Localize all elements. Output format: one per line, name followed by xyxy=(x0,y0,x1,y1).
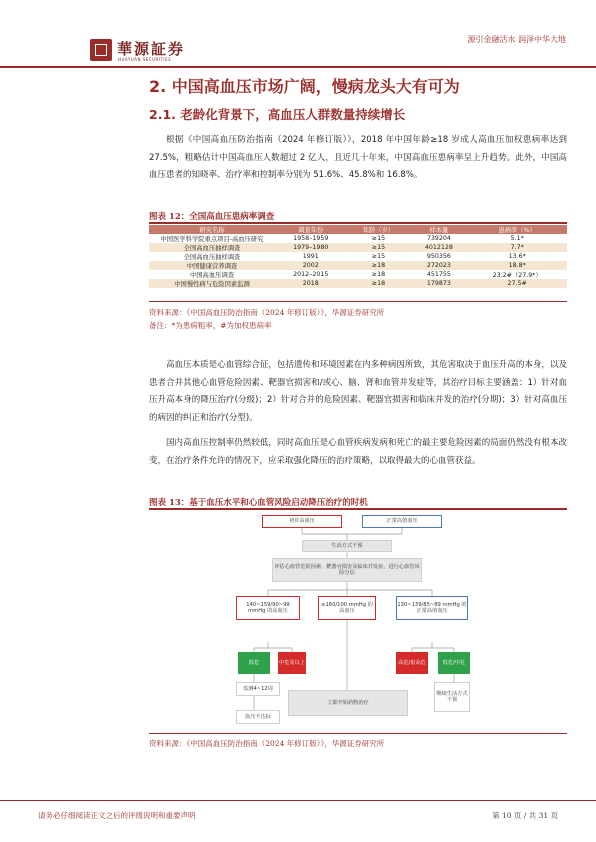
table-cell: 2012–2015 xyxy=(293,271,329,278)
footer-disclaimer: 请务必仔细阅读正文之后的评级说明和重要声明 xyxy=(38,811,196,820)
table-cell: 272023 xyxy=(410,261,467,270)
lifestyle-box: 生活方式干预 xyxy=(302,540,392,552)
figure13-rule xyxy=(149,508,567,510)
table-cell: 中国健康营养调查 xyxy=(149,261,275,270)
table-cell: 1991 xyxy=(302,253,319,260)
table-row xyxy=(149,243,567,252)
table-cell: 1958–1959 xyxy=(293,235,329,242)
paragraph-mechanism: 高血压本质是心血管综合征，包括遗传和环境因素在内多种病因所致，其危害取决于血压升高的本身，以及患者合并其他心血管危险因素、靶器官损害和/或心、脑、肾和血管并发症等，其治疗目标主要涵盖：1）针对血压升高本身的降压治疗(分级)；2）针对合并的危险因素、靶器官损害和临床并发的治疗(分期)；3）针对高血压的病因的纠正和治疗(分型)。 xyxy=(149,360,567,423)
table-row xyxy=(149,234,567,243)
table-cell: 2002 xyxy=(275,261,346,270)
table-cell: 13.6* xyxy=(508,253,526,260)
table-row xyxy=(149,252,567,261)
table-header-row xyxy=(149,225,567,234)
table-cell: 中国慢性病与危险因素监测 xyxy=(149,279,275,288)
subsection-heading: 2.1. 老龄化背景下，高血压人群数量持续增长 xyxy=(149,107,406,122)
logo-icon xyxy=(90,39,112,61)
footer-divider xyxy=(0,800,596,801)
high-risk-box: 高危/很高危 xyxy=(396,652,428,674)
paragraph-prevalence: 根据《中国高血压防治指南（2024 年修订版）》，2018 年中国年龄≥18 岁成人高血压加权患病率达到 27.5%，粗略估计中国高血压人数超过 2 亿人，且近几十年来，中国高血压患病率呈上升趋势。此外，中国高血压患者的知晓率、治疗率和控制率分别为 51.6%、45.8%和 16.8%。 xyxy=(149,135,567,180)
table-header-cell: 调查年份 xyxy=(275,225,346,234)
range1-box: 140~159/90~99 mmHg 的高血压 xyxy=(236,596,300,620)
range2-box: ≥160/100 mmHg 的高血压 xyxy=(318,596,376,620)
header-slogan: 源引金融活水 润泽中华大地 xyxy=(467,35,566,44)
table-cell: 27.5# xyxy=(467,279,567,288)
figure12-bottom-rule xyxy=(149,301,567,302)
table-cell: ≥18 xyxy=(346,261,410,270)
table-header-cell: 患病率（%） xyxy=(467,225,567,234)
first-visit-box: 初诊高血压 xyxy=(262,515,342,528)
figure12-title: 图表 12：全国高血压患病率调查 xyxy=(149,212,275,222)
table-header-cell: 研究名称 xyxy=(149,225,275,234)
table-cell: 全国高血压抽样调查 xyxy=(149,243,275,252)
table-cell: 2018 xyxy=(275,279,346,288)
table-cell: ≥15 xyxy=(371,235,386,242)
figure13-title: 图表 13：基于血压水平和心血管风险启动降压治疗的时机 xyxy=(149,498,368,508)
start-drug-box: 立即开始药物治疗 xyxy=(288,690,408,716)
table-cell: 451755 xyxy=(426,271,451,278)
treatment-flowchart xyxy=(232,512,472,729)
table-header-cell: 样本量 xyxy=(410,225,467,234)
table-cell: ≥15 xyxy=(346,243,410,252)
table-cell: 179873 xyxy=(410,279,467,288)
normal-high-box: 正常高值血压 xyxy=(362,515,442,528)
not-reached-box: 血压不达标 xyxy=(236,710,280,724)
table-cell: 18.8* xyxy=(467,261,567,270)
paragraph-control: 国内高血压控制率仍然较低，同时高血压是心血管疾病发病和死亡的最主要危险因素的局面仍然没有根本改变，在治疗条件允许的情况下，应采取强化降压的治疗策略，以取得最大的心血管获益。 xyxy=(149,438,567,466)
table-cell: 中国医学科学院重点项目-高血压研究 xyxy=(160,236,264,243)
logo-en-text: HUAYUAN SECURITIES xyxy=(118,57,172,62)
table-cell: 1979–1980 xyxy=(275,243,346,252)
header-divider xyxy=(0,66,596,68)
mid-risk-box: 中危及以上 xyxy=(278,652,306,674)
figure13-bottom-rule xyxy=(149,733,567,734)
table-cell: 5.1* xyxy=(510,235,524,242)
table-cell: 23.2#（27.9*） xyxy=(492,272,542,279)
table-cell: 7.7* xyxy=(467,243,567,252)
prevalence-table xyxy=(149,225,567,288)
table-cell: ≥18 xyxy=(346,279,410,288)
monitor-box: 监测4~12周 xyxy=(236,682,280,696)
table-row xyxy=(149,279,567,288)
range3-box: 130~139/85~89 mmHg 的正常高值血压 xyxy=(396,596,468,620)
continue-lifestyle-box: 继续生活方式干预 xyxy=(434,682,470,712)
figure12-note: 备注：*为患病粗率，#为加权患病率 xyxy=(149,321,272,330)
table-cell: 4012128 xyxy=(410,243,467,252)
table-header-cell: 年龄（岁） xyxy=(346,225,410,234)
figure12-rule xyxy=(149,222,567,224)
low-risk-box: 低危 xyxy=(238,652,270,674)
table-cell: 950356 xyxy=(426,253,451,260)
logo-text: 華源証券 xyxy=(117,40,186,58)
table-cell: ≥15 xyxy=(371,253,386,260)
table-cell: 中国高血压调查 xyxy=(189,272,235,279)
figure13-source: 资料来源：《中国高血压防治指南（2024 年修订版）》，华源证券研究所 xyxy=(149,739,385,748)
low-mid-risk-box: 低危/中危 xyxy=(438,652,470,674)
table-cell: 全国高血压抽样调查 xyxy=(183,254,241,261)
table-row xyxy=(149,261,567,270)
page-number: 第 10 页 / 共 31 页 xyxy=(492,811,558,820)
table-row xyxy=(149,270,567,279)
section-heading: 2. 中国高血压市场广阔，慢病龙头大有可为 xyxy=(149,77,460,96)
figure12-source: 资料来源：《中国高血压防治指南（2024 年修订版）》，华源证券研究所 xyxy=(149,308,385,317)
risk-assessment-box: 评估心血管危险因素、靶器官损害及临床并发症，进行心血管风险分层 xyxy=(272,558,422,582)
table-cell: ≥18 xyxy=(371,271,386,278)
table-cell: 739204 xyxy=(426,235,451,242)
